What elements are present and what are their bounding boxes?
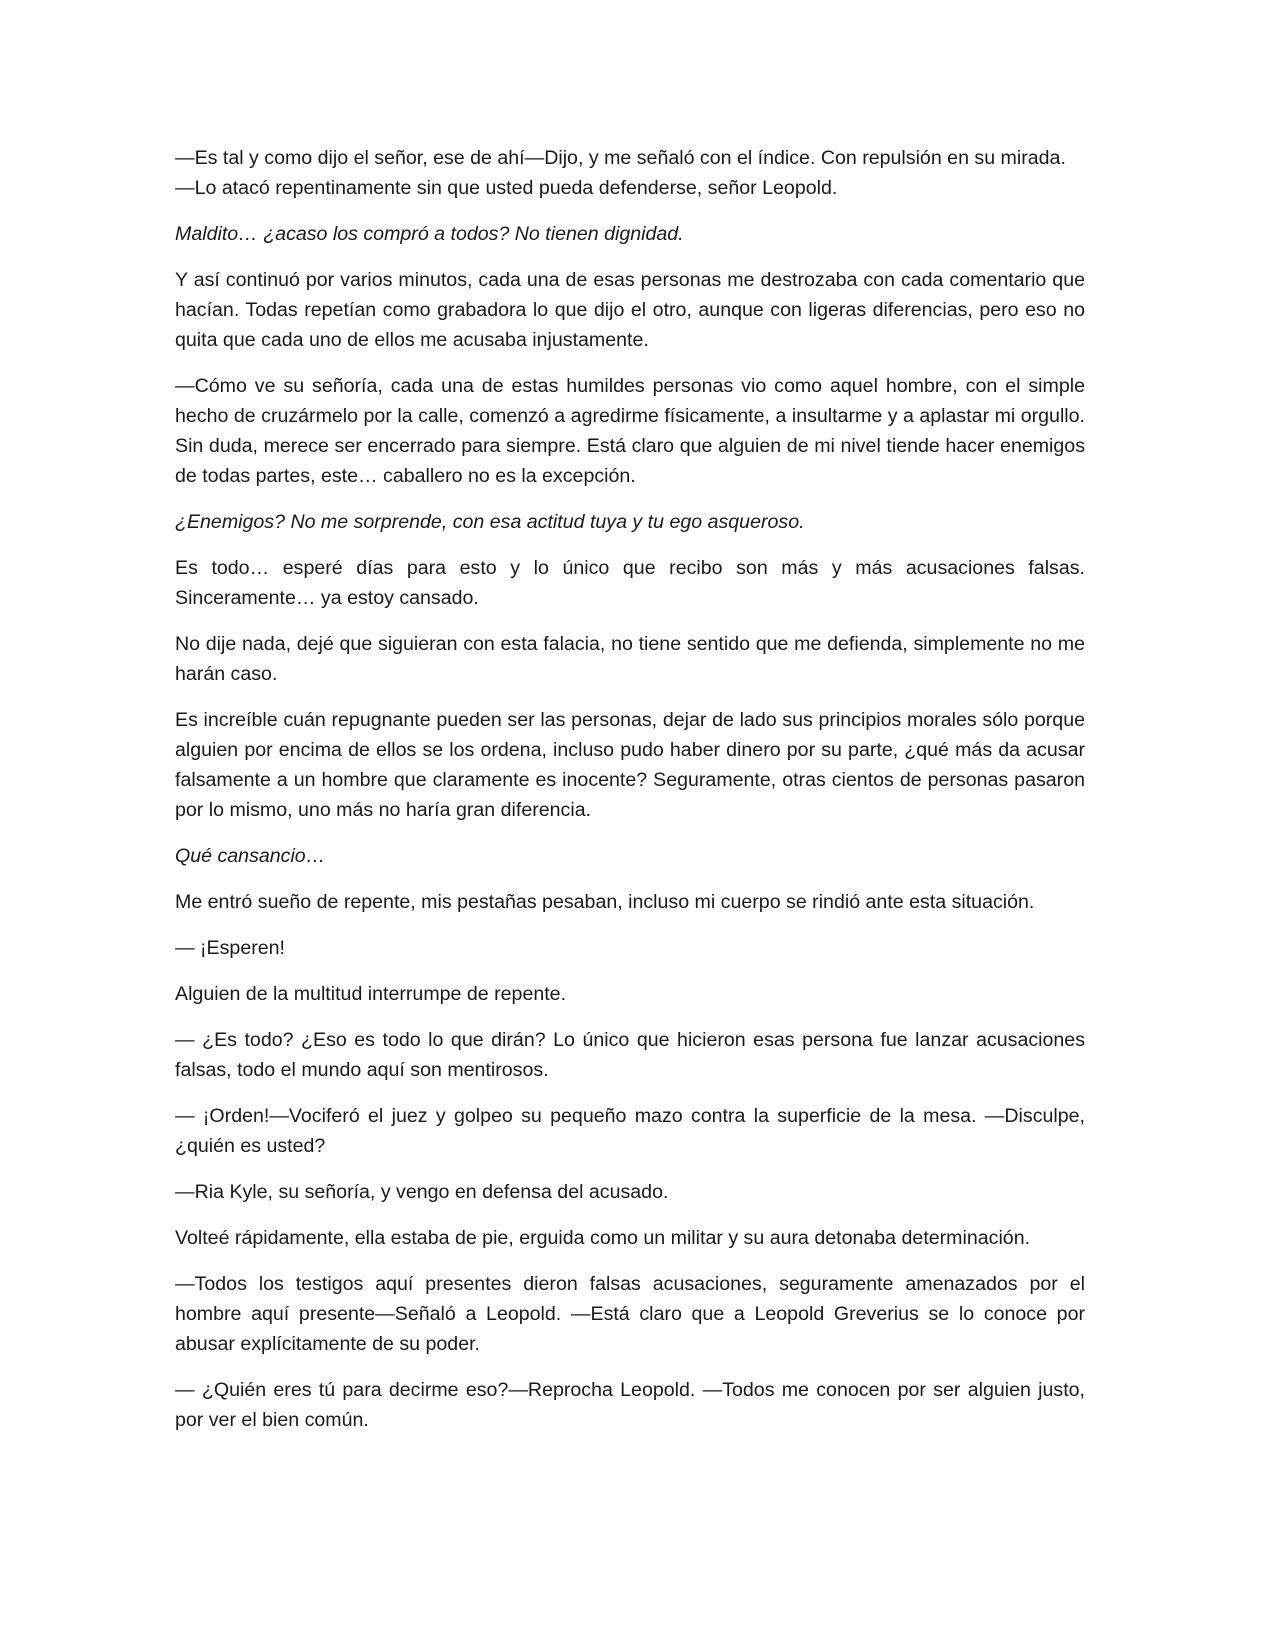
dialogue-line: —Es tal y como dijo el señor, ese de ahí—Dijo, y me señaló con el índice. Con repulsión en su mirada. xyxy=(175,147,1066,169)
paragraph-dialogue: —Cómo ve su señoría, cada una de estas humildes personas vio como aquel hombre, con el simple hecho de cruzármelo por la calle, comenzó a agredirme físicamente, a insultarme y a aplastar mi orgullo. Sin duda, merece ser encerrado para siempre. Está claro que alguien de mi nivel tiende hacer enemigos de todas partes, este… caballero no es la excepción. xyxy=(175,375,1085,487)
paragraph-thought: Maldito… ¿acaso los compró a todos? No tienen dignidad. xyxy=(175,223,684,245)
dialogue-line: —Lo atacó repentinamente sin que usted pueda defenderse, señor Leopold. xyxy=(175,177,838,199)
paragraph-dialogue: —Todos los testigos aquí presentes dieron falsas acusaciones, seguramente amenazados por el hombre aquí presente—Señaló a Leopold. —Está claro que a Leopold Greverius se lo conoce por abusar explícitamente de su poder. xyxy=(175,1273,1085,1355)
paragraph-dialogue: — ¿Es todo? ¿Eso es todo lo que dirán? Lo único que hicieron esas persona fue lanzar acusaciones falsas, todo el mundo aquí son mentirosos. xyxy=(175,1029,1085,1081)
paragraph-dialogue: — ¡Orden!—Vociferó el juez y golpeo su pequeño mazo contra la superficie de la mesa. —Disculpe, ¿quién es usted? xyxy=(175,1105,1085,1157)
paragraph-dialogue: —Ria Kyle, su señoría, y vengo en defensa del acusado. xyxy=(175,1181,669,1203)
paragraph-thought: Qué cansancio… xyxy=(175,845,326,867)
paragraph-dialogue-1 xyxy=(175,143,1085,203)
paragraph-narration: Alguien de la multitud interrumpe de repente. xyxy=(175,983,567,1005)
paragraph-narration: Y así continuó por varios minutos, cada una de esas personas me destrozaba con cada comentario que hacían. Todas repetían como grabadora lo que dijo el otro, aunque con ligeras diferencias, pero eso no quita que cada uno de ellos me acusaba injustamente. xyxy=(175,269,1085,351)
paragraph-narration: Es increíble cuán repugnante pueden ser las personas, dejar de lado sus principios morales sólo porque alguien por encima de ellos se los ordena, incluso pudo haber dinero por su parte, ¿qué más da acusar falsamente a un hombre que claramente es inocente? Seguramente, otras cientos de personas pasaron por lo mismo, uno más no haría gran diferencia. xyxy=(175,709,1085,821)
paragraph-thought: ¿Enemigos? No me sorprende, con esa actitud tuya y tu ego asqueroso. xyxy=(175,511,805,533)
paragraph-dialogue: — ¡Esperen! xyxy=(175,937,285,959)
paragraph-dialogue: — ¿Quién eres tú para decirme eso?—Reprocha Leopold. —Todos me conocen por ser alguien justo, por ver el bien común. xyxy=(175,1379,1085,1431)
paragraph-narration: Me entró sueño de repente, mis pestañas pesaban, incluso mi cuerpo se rindió ante esta situación. xyxy=(175,891,1035,913)
paragraph-narration: Volteé rápidamente, ella estaba de pie, erguida como un militar y su aura detonaba determinación. xyxy=(175,1227,1031,1249)
paragraph-narration: Es todo… esperé días para esto y lo único que recibo son más y más acusaciones falsas. Sinceramente… ya estoy cansado. xyxy=(175,557,1085,609)
paragraph-narration: No dije nada, dejé que siguieran con esta falacia, no tiene sentido que me defienda, simplemente no me harán caso. xyxy=(175,633,1085,685)
document-page xyxy=(175,143,1085,1451)
